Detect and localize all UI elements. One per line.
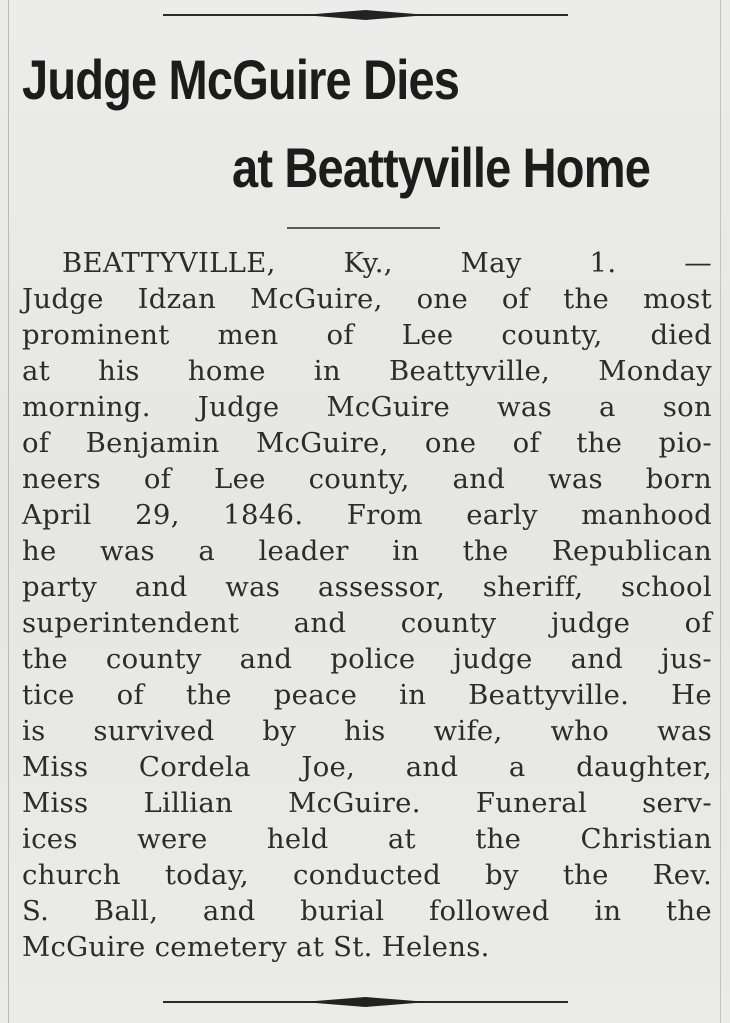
article-line: tice of the peace in Beattyville. He bbox=[22, 679, 712, 711]
article-line: is survived by his wife, who was bbox=[22, 715, 712, 747]
article-line: superintendent and county judge of bbox=[22, 607, 712, 639]
article-line: of Benjamin McGuire, one of the pio- bbox=[22, 427, 712, 459]
article-line: ices were held at the Christian bbox=[22, 823, 712, 855]
article-line: Miss Lillian McGuire. Funeral serv- bbox=[22, 787, 712, 819]
ornamental-rule-top bbox=[163, 9, 568, 21]
headline-divider bbox=[287, 227, 440, 229]
article-line: he was a leader in the Republican bbox=[22, 535, 712, 567]
article-line: neers of Lee county, and was born bbox=[22, 463, 712, 495]
article-line: McGuire cemetery at St. Helens. bbox=[22, 931, 490, 963]
article-line: Judge Idzan McGuire, one of the most bbox=[22, 283, 712, 315]
column-rule-right bbox=[720, 0, 721, 1023]
article-body bbox=[22, 245, 712, 965]
ornamental-rule-bottom bbox=[163, 996, 568, 1008]
article-line: at his home in Beattyville, Monday bbox=[22, 355, 712, 387]
article-line: the county and police judge and jus- bbox=[22, 643, 712, 675]
article-line: party and was assessor, sheriff, school bbox=[22, 571, 712, 603]
article-line: BEATTYVILLE, Ky., May 1. — bbox=[62, 247, 712, 279]
article-line: church today, conducted by the Rev. bbox=[22, 859, 712, 891]
article-line: prominent men of Lee county, died bbox=[22, 319, 712, 351]
headline-line-2: at Beattyville Home bbox=[232, 136, 651, 199]
article-line: morning. Judge McGuire was a son bbox=[22, 391, 712, 423]
headline-line-1: Judge McGuire Dies bbox=[22, 48, 460, 111]
column-rule-left bbox=[8, 0, 9, 1023]
article-line: S. Ball, and burial followed in the bbox=[22, 895, 712, 927]
article-line: April 29, 1846. From early manhood bbox=[22, 499, 712, 531]
article-line: Miss Cordela Joe, and a daughter, bbox=[22, 751, 712, 783]
